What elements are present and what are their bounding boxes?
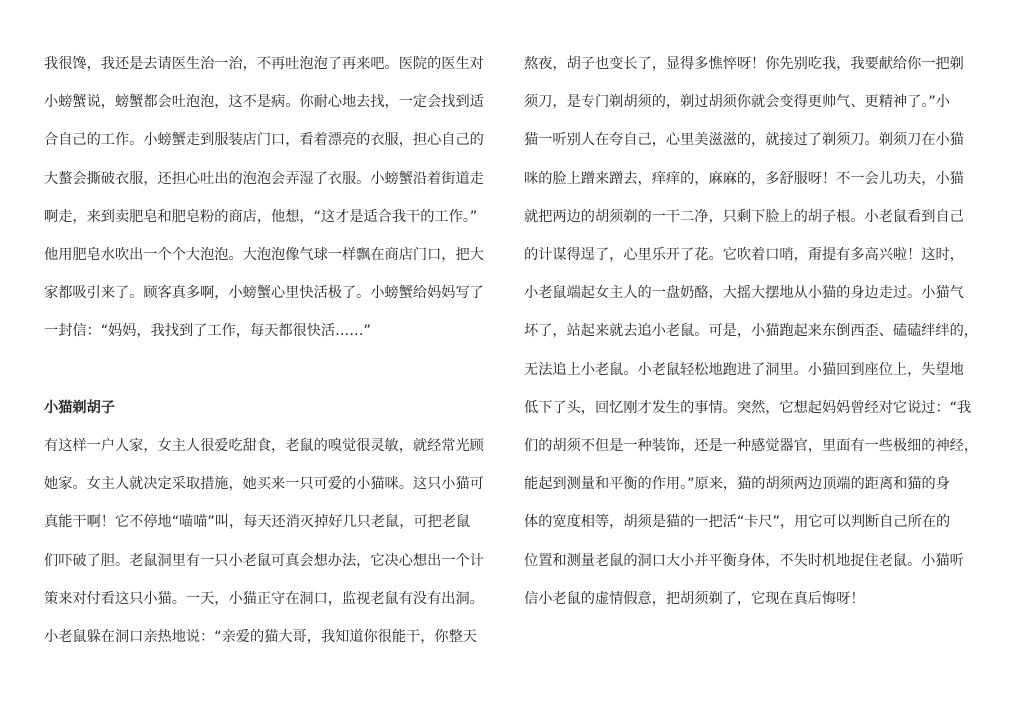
- text-line: 能起到测量和平衡的作用。”原来，猫的胡须两边顶端的距离和猫的身: [524, 476, 950, 493]
- paragraph-spacer: [44, 351, 504, 389]
- text-line: 策来对付看这只小猫。一天，小猫正守在洞口，监视老鼠有没有出洞。: [44, 590, 484, 607]
- text-line: 一封信：“妈妈，我找到了工作，每天都很快活……”: [44, 323, 371, 340]
- text-line: 小螃蟹说，螃蟹都会吐泡泡，这不是病。你耐心地去找，一定会找到适: [44, 94, 484, 111]
- right-column: [524, 45, 990, 618]
- text-line: 他用肥皂水吹出一个个大泡泡。大泡泡像气球一样飘在商店门口，把大: [44, 247, 484, 264]
- text-line: 猫一听别人在夸自己，心里美滋滋的，就接过了剃须刀。剃须刀在小猫: [524, 132, 964, 149]
- text-line: 无法追上小老鼠。小老鼠轻松地跑进了洞里。小猫回到座位上，失望地: [524, 361, 964, 378]
- text-line: 合自己的工作。小螃蟹走到服装店门口，看着漂亮的衣服，担心自己的: [44, 132, 484, 149]
- text-line: 有这样一户人家，女主人很爱吃甜食，老鼠的嗅觉很灵敏，就经常光顾: [44, 438, 484, 455]
- story1-paragraph: [44, 45, 504, 351]
- text-line: 位置和测量老鼠的洞口大小并平衡身体，不失时机地捉住老鼠。小猫听: [524, 552, 964, 569]
- text-line: 家都吸引来了。顾客真多啊，小螃蟹心里快活极了。小螃蟹给妈妈写了: [44, 285, 484, 302]
- text-line: 小老鼠躲在洞口亲热地说：“亲爱的猫大哥，我知道你很能干，你整天: [44, 629, 477, 646]
- story2-continuation: [524, 45, 990, 618]
- text-line: 信小老鼠的虚情假意，把胡须剃了，它现在真后悔呀！: [524, 590, 865, 607]
- text-line: 她家。女主人就决定采取措施，她买来一只可爱的小猫咪。这只小猫可: [44, 476, 484, 493]
- text-line: 大螯会撕破衣服，还担心吐出的泡泡会弄湿了衣服。小螃蟹沿着街道走: [44, 170, 484, 187]
- text-line: 低下了头，回忆刚才发生的事情。突然，它想起妈妈曾经对它说过：“我: [524, 399, 972, 416]
- story2-title: 小猫剃胡子: [44, 399, 115, 416]
- left-column: [44, 45, 504, 656]
- text-line: 们的胡须不但是一种装饰，还是一种感觉器官，里面有一些极细的神经，: [524, 438, 979, 455]
- text-line: 须刀，是专门剃胡须的，剃过胡须你就会变得更帅气、更精神了。”小: [524, 94, 950, 111]
- text-line: 的计谋得逞了，心里乐开了花。它吹着口哨，甭提有多高兴啦！这时，: [524, 247, 964, 264]
- text-line: 们吓破了胆。老鼠洞里有一只小老鼠可真会想办法，它决心想出一个计: [44, 552, 484, 569]
- text-line: 小老鼠端起女主人的一盘奶酪，大摇大摆地从小猫的身边走过。小猫气: [524, 285, 964, 302]
- text-line: 咪的脸上蹭来蹭去，痒痒的，麻麻的，多舒服呀！不一会儿功夫，小猫: [524, 170, 964, 187]
- text-line: 就把两边的胡须剃的一干二净，只剩下脸上的胡子根。小老鼠看到自己: [524, 208, 964, 225]
- text-line: 熬夜，胡子也变长了，显得多憔悴呀！你先别吃我，我要献给你一把剃: [524, 56, 964, 72]
- text-line: 坏了，站起来就去追小老鼠。可是，小猫跑起来东倒西歪、磕磕绊绊的，: [524, 323, 979, 340]
- text-line: 体的宽度相等，胡须是猫的一把活“卡尺”，用它可以判断自己所在的: [524, 514, 951, 531]
- story2-paragraph: [44, 427, 504, 656]
- text-line: 真能干啊！它不停地“喵喵”叫，每天还消灭掉好几只老鼠，可把老鼠: [44, 514, 471, 531]
- text-line: 我很馋，我还是去请医生治一治，不再吐泡泡了再来吧。医院的医生对: [44, 56, 484, 72]
- text-line: 啊走，来到卖肥皂和肥皂粉的商店，他想，“这才是适合我干的工作。”: [44, 208, 478, 225]
